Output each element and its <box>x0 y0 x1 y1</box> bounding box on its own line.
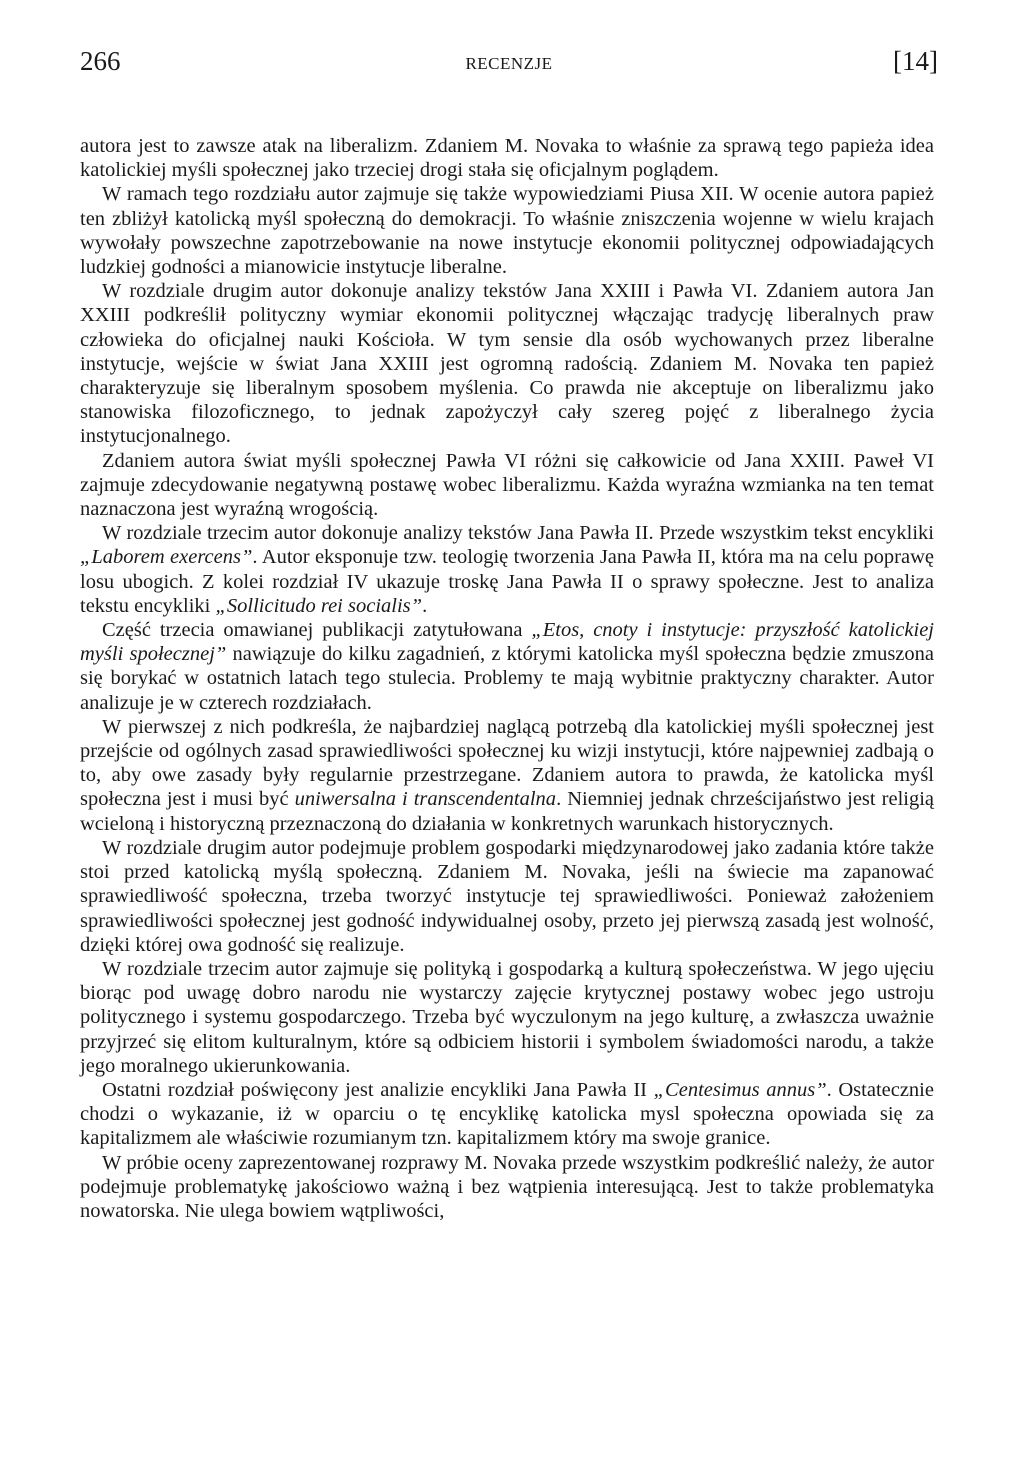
text-run: autora jest to zawsze atak na liberalizm. Zdaniem M. Novaka to właśnie za sprawą tego papieża idea katolickiej myśli społecznej jako trzeciej drogi stała się oficjalnym poglądem. <box>80 135 934 182</box>
paragraph <box>80 134 934 182</box>
paragraph <box>80 1078 934 1151</box>
paragraph <box>80 618 934 715</box>
paragraph <box>80 1151 934 1224</box>
paragraph <box>80 182 934 279</box>
text-run: W ramach tego rozdziału autor zajmuje się także wypowiedziami Piusa XII. W ocenie autora papież ten zbliżył katolicką myśl społeczną do demokracji. To właśnie zniszczenia wojenne w wielu krajach wywołały powszechne zapotrzebowanie na nowe instytucje ekonomii politycznej odpowiadających ludzkiej godności a mianowicie instytucje liberalne. <box>80 183 934 279</box>
paragraph <box>80 715 934 836</box>
text-run: W pierwszej z nich podkreśla, że najbardziej naglącą potrzebą dla katolickiej myśli społecznej jest przejście od ogólnych zasad sprawiedliwości społecznej ku wizji instytucji, które najpewniej zadbają o to, aby owe zasady były regularnie przestrzegane. Zdaniem autora to prawda, że katolicka myśl społeczna jest i musi być <box>80 715 934 811</box>
paragraph <box>80 521 934 618</box>
text-run: . Ostatecznie chodzi o wykazanie, iż w oparciu o tę encyklikę katolicka mysl społeczna opowiada się za kapitalizmem ale właściwie rozumianym tzn. kapitalizmem który ma swoje granice. <box>80 1078 934 1150</box>
italic-run: „Etos, cnoty i instytucje: przyszłość katolickiej myśli społecznej” <box>80 619 934 666</box>
text-run: W rozdziale drugim autor dokonuje analizy tekstów Jana XXIII i Pawła VI. Zdaniem autora Jan XXIII podkreślił polityczny wymiar ekonomii politycznej włączając tradycję liberalnych praw człowieka do oficjalnej nauki Kościoła. W tym sensie dla osób wychowanych przez liberalne instytucje, wejście w świat Jana XXIII jest ogromną radością. Zdaniem M. Novaka ten papież charakteryzuje się liberalnym sposobem myślenia. Co prawda nie akceptuje on liberalizmu jako stanowiska filozoficznego, to jednak zapożyczył cały szereg pojęć z liberalnego życia instytucjonalnego. <box>80 280 934 448</box>
text-run: Ostatni rozdział poświęcony jest analizie encykliki Jana Pawła II <box>102 1078 654 1101</box>
text-run: W rozdziale trzecim autor zajmuje się polityką i gospodarką a kulturą społeczeństwa. W jego ujęciu biorąc pod uwagę dobro narodu nie wystarczy zajęcie krytycznej postawy wobec jego ustroju politycznego i systemu gospodarczego. Trzeba być wyczulonym na jego kulturę, a zwłaszcza uważnie przyjrzeć się elitom kulturalnym, które są odbiciem historii i symbolem świadomości narodu, a także jego moralnego ukierunkowania. <box>80 957 934 1077</box>
running-title: RECENZJE <box>465 54 553 73</box>
text-run: nawiązuje do kilku zagadnień, z którymi katolicka myśl społeczna będzie zmuszona się borykać w ostatnich latach tego stulecia. Problemy te mają wybitnie praktyczny charakter. Autor analizuje je w czterech rozdziałach. <box>80 643 934 714</box>
text-run: W próbie oceny zaprezentowanej rozprawy M. Novaka przede wszystkim podkreślić należy, że autor podejmuje problematykę jakościowo ważną i bez wątpienia interesującą. Jest to także problematyka nowatorska. Nie ulega bowiem wątpliwości, <box>80 1151 934 1222</box>
text-run: W rozdziale trzecim autor dokonuje analizy tekstów Jana Pawła II. Przede wszystkim tekst encykliki <box>102 522 934 545</box>
italic-run: „Laborem exercens” <box>80 546 253 569</box>
text-run: Część trzecia omawianej publikacji zatytułowana <box>102 619 532 642</box>
page-header <box>80 46 938 86</box>
text-run: . <box>422 594 428 617</box>
italic-run: „Sollicitudo rei socialis” <box>215 594 423 617</box>
section-number: [14] <box>893 46 938 76</box>
text-run: . Autor eksponuje tzw. teologię tworzenia Jana Pawła II, która ma na celu poprawę losu ubogich. Z kolei rozdział IV ukazuje troskę Jana Pawła II o sprawy społeczne. Jest to analiza tekstu encykliki <box>80 546 934 617</box>
text-run: . Niemniej jednak chrześcijaństwo jest religią wcieloną i historyczną przeznaczoną do działania w konkretnych warunkach historycznych. <box>80 788 934 835</box>
paragraph <box>80 449 934 522</box>
article-body <box>80 134 934 1223</box>
page-number: 266 <box>80 46 121 76</box>
italic-run: „Centesimus annus” <box>653 1078 827 1101</box>
paragraph <box>80 836 934 957</box>
italic-run: uniwersalna i transcendentalna <box>294 788 557 811</box>
text-run: Zdaniem autora świat myśli społecznej Pawła VI różni się całkowicie od Jana XXIII. Paweł VI zajmuje zdecydowanie negatywną postawę wobec liberalizmu. Każda wyraźna wzmianka na ten temat naznaczona jest wyraźną wrogością. <box>80 449 934 521</box>
paragraph <box>80 279 934 448</box>
paragraph <box>80 957 934 1078</box>
text-run: W rozdziale drugim autor podejmuje problem gospodarki międzynarodowej jako zadania które także stoi przed katolicką myślą społeczną. Zdaniem M. Novaka, jeśli na świecie ma zapanować sprawiedliwość społeczna, trzeba tworzyć instytucje tej sprawiedliwości. Ponieważ założeniem sprawiedliwości społecznej jest godność indywidualnej osoby, przeto jej pierwszą zasadą jest wolność, dzięki której owa godność się realizuje. <box>80 836 934 956</box>
